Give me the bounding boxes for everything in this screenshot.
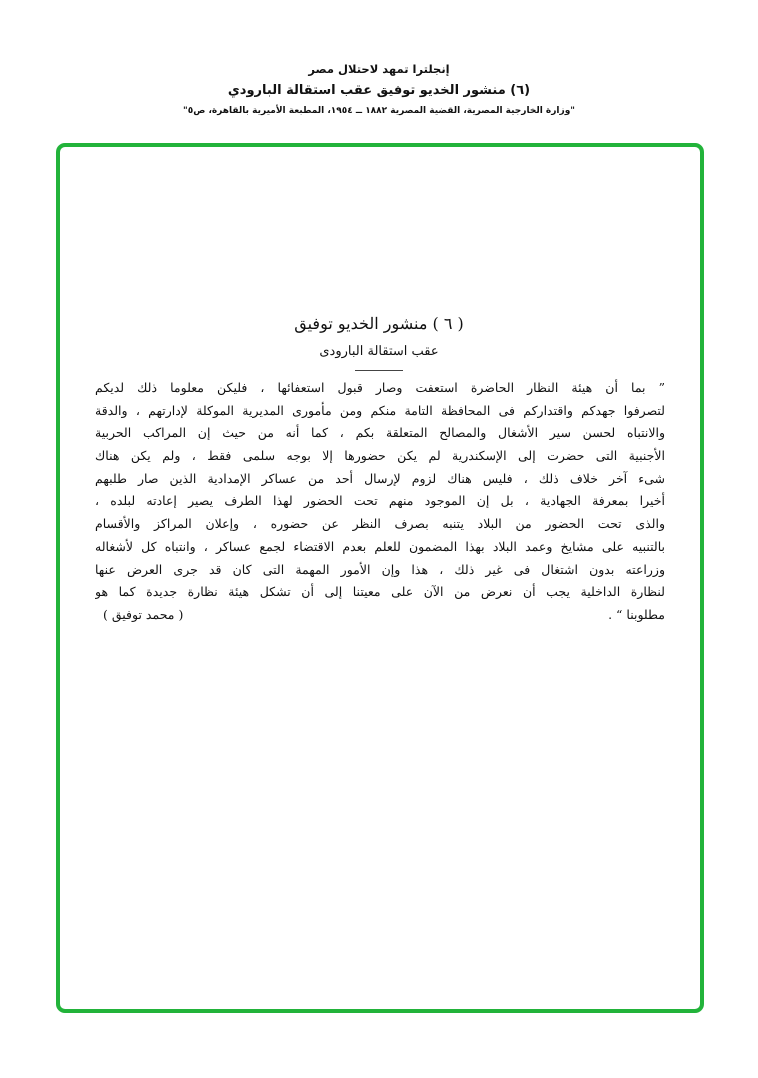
body-line: والذى تحت الحضور من البلاد يتنبه بصرف النظر عن حضوره ، وإعلان المراكز والأقسام: [95, 516, 665, 532]
body-line: ” بما أن هيئة النظار الحاضرة استعفت وصار قبول استعفائها ، فليكن معلوما ذلك لديكم: [95, 380, 665, 395]
closing-text: مطلوبنا “ .: [608, 606, 665, 622]
header-source: "وزارة الخارجية المصرية، القضية المصرية ١٨٨٢ ــ ١٩٥٤، المطبعة الأميرية بالقاهرة، ص٥": [183, 106, 575, 116]
body-line: وزراعته بدون اشتغال فى غير ذلك ، هذا وإن الأمور المهمة التى كان قد جرى العرض عنها: [95, 561, 665, 577]
signature: ( محمد توفيق ): [103, 606, 184, 622]
document-body: [95, 377, 665, 627]
body-line: والانتباه لحسن سير الأشغال والمصالح المتعلقة بكم ، كما أنه من حيث إن المراكب الحربية: [95, 425, 665, 441]
body-line: بالتنبيه على مشايخ وعمد البلاد بهذا المضمون للعلم بعدم الاقتضاء لجمع عساكر ، وانتباه كل لأشغاله: [95, 538, 665, 554]
document-subtitle: عقب استقالة البارودى: [319, 344, 439, 359]
document-title: ( ٦ ) منشور الخديو توفيق: [294, 314, 464, 333]
body-line: شىء آخر خلاف ذلك ، فليس هناك لزوم لإرسال أحد من عساكر الإمدادية الذين صار طلبهم: [95, 470, 665, 486]
body-line: الأجنبية التى حضرت إلى الإسكندرية لم يكن حضورها إلا بوجه سلمى فقط ، ولم يكن هناك: [95, 448, 665, 464]
header-subtitle: (٦) منشور الخديو توفيق عقب استقالة البارودي: [227, 83, 531, 98]
body-line: أخيرا بمعرفة الجهادية ، بل إن الموجود منهم تحت الحضور لهذا الطرف يصير إعادته لبلده ،: [95, 493, 665, 509]
closing-line: [95, 604, 665, 627]
body-line: لتصرفوا جهدكم واقتداركم فى المحافظة التامة منكم ومن مأمورى المديرية الموكلة لإدارتهم ، والدقة: [95, 402, 665, 418]
header-title: إنجلترا تمهد لاحتلال مصر: [308, 62, 450, 76]
title-divider: [355, 370, 403, 371]
body-line: لنظارة الداخلية يجب أن نعرض من الآن على معيتنا إلى أن تشكل هيئة نظارة جديدة كما هو: [95, 584, 665, 600]
